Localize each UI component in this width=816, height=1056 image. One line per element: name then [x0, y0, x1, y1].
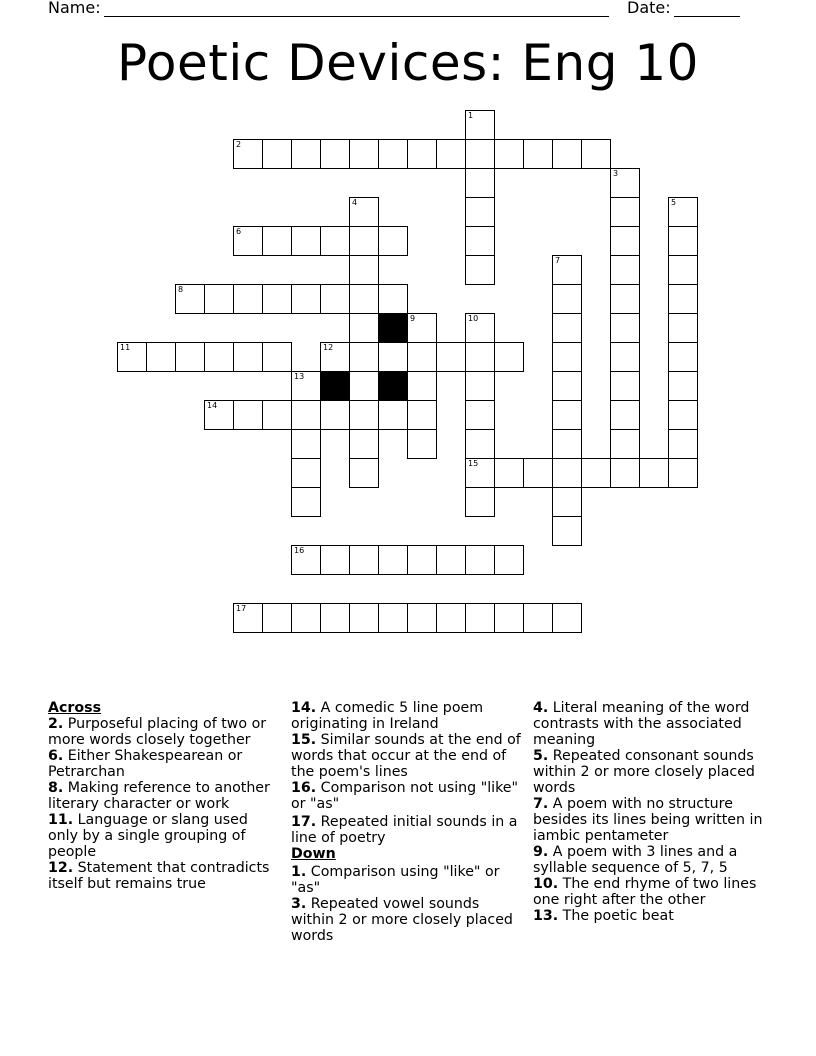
grid-cell[interactable]: [436, 139, 466, 169]
grid-cell[interactable]: [262, 400, 292, 430]
black-square: [378, 371, 408, 401]
grid-cell[interactable]: [523, 139, 553, 169]
grid-cell[interactable]: [552, 371, 582, 401]
grid-cell[interactable]: [378, 400, 408, 430]
grid-cell[interactable]: [610, 313, 640, 343]
grid-cell[interactable]: [204, 342, 234, 372]
grid-cell[interactable]: [610, 284, 640, 314]
grid-cell[interactable]: [610, 197, 640, 227]
date-label: Date:: [627, 0, 671, 17]
grid-cell[interactable]: [320, 226, 350, 256]
grid-cell[interactable]: [668, 342, 698, 372]
grid-cell[interactable]: [610, 371, 640, 401]
grid-cell[interactable]: [291, 139, 321, 169]
clue-across-8: 8. Making reference to another literary character or work: [48, 780, 270, 812]
clue-number: 14: [207, 401, 218, 410]
grid-cell[interactable]: [436, 545, 466, 575]
grid-cell[interactable]: [320, 545, 350, 575]
grid-cell[interactable]: [668, 284, 698, 314]
grid-cell[interactable]: [291, 400, 321, 430]
grid-cell[interactable]: [349, 603, 379, 633]
grid-cell[interactable]: [291, 487, 321, 517]
grid-cell[interactable]: [233, 603, 263, 633]
page-title: Poetic Devices: Eng 10: [117, 34, 699, 92]
grid-cell[interactable]: [552, 429, 582, 459]
grid-cell[interactable]: [465, 487, 495, 517]
clue-across-14: 14. A comedic 5 line poem originating in Ireland: [291, 700, 484, 732]
grid-cell[interactable]: [610, 255, 640, 285]
clue-number: 7: [555, 256, 561, 265]
grid-cell[interactable]: [204, 400, 234, 430]
grid-cell[interactable]: [465, 429, 495, 459]
clue-down-9: 9. A poem with 3 lines and a syllable sequence of 5, 7, 5: [533, 844, 738, 876]
clue-across-12: 12. Statement that contradicts itself but remains true: [48, 860, 270, 892]
grid-cell[interactable]: [349, 139, 379, 169]
clue-number: 1: [468, 111, 474, 120]
grid-cell[interactable]: [494, 458, 524, 488]
clue-across-11: 11. Language or slang used only by a single grouping of people: [48, 812, 248, 860]
grid-cell[interactable]: [320, 139, 350, 169]
grid-cell[interactable]: [465, 545, 495, 575]
grid-cell[interactable]: [378, 545, 408, 575]
grid-cell[interactable]: [668, 226, 698, 256]
grid-cell[interactable]: [668, 371, 698, 401]
black-square: [320, 371, 350, 401]
grid-cell[interactable]: [610, 458, 640, 488]
grid-cell[interactable]: [291, 284, 321, 314]
black-square: [378, 313, 408, 343]
grid-cell[interactable]: [552, 458, 582, 488]
grid-cell[interactable]: [407, 400, 437, 430]
clue-column-2: [291, 700, 525, 944]
grid-cell[interactable]: [465, 458, 495, 488]
grid-cell[interactable]: [378, 139, 408, 169]
grid-cell[interactable]: [204, 284, 234, 314]
grid-cell[interactable]: [465, 139, 495, 169]
grid-cell[interactable]: [668, 255, 698, 285]
clue-number: 3: [613, 169, 619, 178]
clue-number: 16: [294, 546, 305, 555]
grid-cell[interactable]: [320, 400, 350, 430]
grid-cell[interactable]: [523, 603, 553, 633]
grid-cell[interactable]: [668, 197, 698, 227]
grid-cell[interactable]: [407, 139, 437, 169]
clue-down-10: 10. The end rhyme of two lines one right after the other: [533, 876, 757, 908]
grid-cell[interactable]: [378, 603, 408, 633]
grid-cell[interactable]: [262, 603, 292, 633]
clue-down-5: 5. Repeated consonant sounds within 2 or more closely placed words: [533, 748, 755, 796]
grid-cell[interactable]: [668, 458, 698, 488]
clue-down-3: 3. Repeated vowel sounds within 2 or more closely placed words: [291, 896, 513, 944]
grid-cell[interactable]: [349, 458, 379, 488]
grid-cell[interactable]: [465, 226, 495, 256]
grid-cell[interactable]: [552, 487, 582, 517]
grid-cell[interactable]: [668, 429, 698, 459]
grid-cell[interactable]: [552, 255, 582, 285]
grid-cell[interactable]: [349, 284, 379, 314]
grid-cell[interactable]: [233, 342, 263, 372]
grid-cell[interactable]: [668, 400, 698, 430]
clue-number: 6: [236, 227, 242, 236]
grid-cell[interactable]: [262, 284, 292, 314]
grid-cell[interactable]: [349, 429, 379, 459]
grid-cell[interactable]: [494, 342, 524, 372]
grid-cell[interactable]: [465, 603, 495, 633]
grid-cell[interactable]: [465, 342, 495, 372]
grid-cell[interactable]: [407, 603, 437, 633]
grid-cell[interactable]: [233, 284, 263, 314]
grid-cell[interactable]: [465, 400, 495, 430]
grid-cell[interactable]: [465, 313, 495, 343]
grid-cell[interactable]: [465, 197, 495, 227]
clue-column-1: [48, 700, 280, 892]
grid-cell[interactable]: [233, 139, 263, 169]
clue-number: 12: [323, 343, 334, 352]
grid-cell[interactable]: [552, 139, 582, 169]
grid-cell[interactable]: [378, 342, 408, 372]
grid-cell[interactable]: [407, 429, 437, 459]
grid-cell[interactable]: [291, 226, 321, 256]
grid-cell[interactable]: [523, 458, 553, 488]
grid-cell[interactable]: [378, 226, 408, 256]
grid-cell[interactable]: [407, 313, 437, 343]
grid-cell[interactable]: [610, 168, 640, 198]
clue-across-6: 6. Either Shakespearean or Petrarchan: [48, 748, 243, 780]
grid-cell[interactable]: [262, 226, 292, 256]
clue-number: 17: [236, 604, 247, 613]
clue-number: 9: [410, 314, 416, 323]
clue-down-1: 1. Comparison using "like" or "as": [291, 864, 500, 896]
grid-cell[interactable]: [552, 342, 582, 372]
grid-cell[interactable]: [320, 284, 350, 314]
grid-cell[interactable]: [494, 545, 524, 575]
grid-cell[interactable]: [610, 429, 640, 459]
clue-number: 2: [236, 140, 242, 149]
down-heading: Down: [291, 846, 336, 862]
grid-cell[interactable]: [552, 400, 582, 430]
grid-cell[interactable]: [407, 371, 437, 401]
grid-cell[interactable]: [610, 342, 640, 372]
grid-cell[interactable]: [291, 371, 321, 401]
grid-cell[interactable]: [639, 458, 669, 488]
grid-cell[interactable]: [175, 284, 205, 314]
grid-cell[interactable]: [146, 342, 176, 372]
grid-cell[interactable]: [233, 400, 263, 430]
grid-cell[interactable]: [668, 313, 698, 343]
clue-number: 8: [178, 285, 184, 294]
clue-down-4: 4. Literal meaning of the word contrasts with the associated meaning: [533, 700, 750, 748]
grid-cell[interactable]: [291, 458, 321, 488]
grid-cell[interactable]: [465, 255, 495, 285]
grid-cell[interactable]: [436, 342, 466, 372]
clue-number: 11: [120, 343, 131, 352]
grid-cell[interactable]: [349, 313, 379, 343]
grid-cell[interactable]: [291, 545, 321, 575]
grid-cell[interactable]: [494, 139, 524, 169]
grid-cell[interactable]: [581, 139, 611, 169]
grid-cell[interactable]: [465, 110, 495, 140]
grid-cell[interactable]: [552, 313, 582, 343]
grid-cell[interactable]: [262, 139, 292, 169]
grid-cell[interactable]: [378, 284, 408, 314]
grid-cell[interactable]: [117, 342, 147, 372]
grid-cell[interactable]: [175, 342, 205, 372]
grid-cell[interactable]: [349, 197, 379, 227]
clue-down-13: 13. The poetic beat: [533, 908, 674, 924]
clue-down-7: 7. A poem with no structure besides its lines being written in iambic pentameter: [533, 796, 763, 844]
grid-cell[interactable]: [465, 371, 495, 401]
grid-cell[interactable]: [233, 226, 263, 256]
grid-cell[interactable]: [262, 342, 292, 372]
grid-cell[interactable]: [349, 400, 379, 430]
clue-across-16: 16. Comparison not using "like" or "as": [291, 780, 519, 812]
clue-across-2: 2. Purposeful placing of two or more words closely together: [48, 716, 267, 748]
grid-cell[interactable]: [494, 603, 524, 633]
clue-number: 5: [671, 198, 677, 207]
grid-cell[interactable]: [581, 458, 611, 488]
name-label: Name:: [48, 0, 101, 17]
across-heading: Across: [48, 700, 102, 716]
grid-cell[interactable]: [349, 545, 379, 575]
grid-cell[interactable]: [552, 284, 582, 314]
clue-across-17: 17. Repeated initial sounds in a line of poetry: [291, 814, 518, 846]
grid-cell[interactable]: [610, 400, 640, 430]
grid-cell[interactable]: [610, 226, 640, 256]
grid-cell[interactable]: [349, 255, 379, 285]
grid-cell[interactable]: [552, 516, 582, 546]
grid-cell[interactable]: [465, 168, 495, 198]
clue-column-3: [533, 700, 773, 924]
clue-number: 10: [468, 314, 479, 323]
clue-number: 15: [468, 459, 479, 468]
grid-cell[interactable]: [349, 342, 379, 372]
clue-across-15: 15. Similar sounds at the end of words that occur at the end of the poem's lines: [291, 732, 521, 780]
grid-cell[interactable]: [320, 342, 350, 372]
grid-cell[interactable]: [407, 342, 437, 372]
grid-cell[interactable]: [320, 603, 350, 633]
grid-cell[interactable]: [407, 545, 437, 575]
grid-cell[interactable]: [552, 603, 582, 633]
clue-number: 13: [294, 372, 305, 381]
grid-cell[interactable]: [349, 371, 379, 401]
grid-cell[interactable]: [291, 603, 321, 633]
grid-cell[interactable]: [436, 603, 466, 633]
grid-cell[interactable]: [291, 429, 321, 459]
grid-cell[interactable]: [349, 226, 379, 256]
clue-number: 4: [352, 198, 358, 207]
